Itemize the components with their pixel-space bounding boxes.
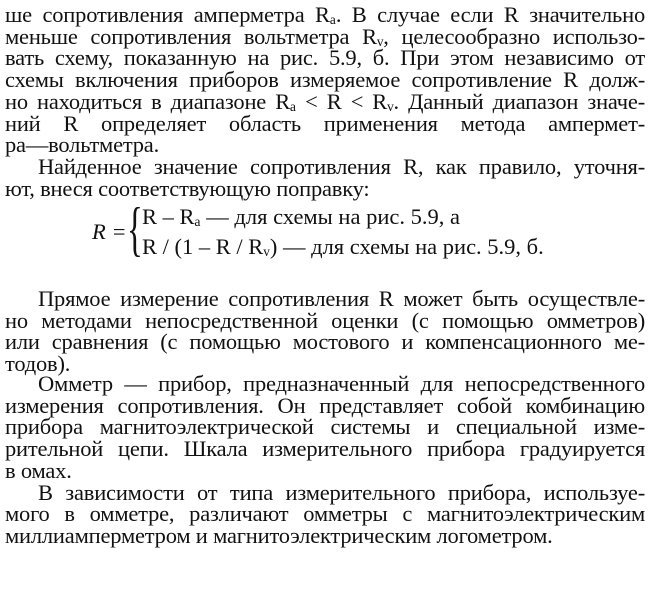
formula-case-b: R / (1 – R / Rᵥ) — для схемы на рис. 5.9, б. [142, 234, 544, 259]
text-line: миллиамперметром и магнитоэлектрическим логометром. [5, 523, 553, 548]
text-line: ют, внеся соответствующую поправку: [5, 176, 370, 201]
formula-lhs: R = [92, 219, 127, 244]
paragraph-first-line: В зависимости от типа измерительного прибора, используе- [38, 480, 645, 505]
text-line: в омах. [5, 458, 72, 483]
text-line: тодов). [5, 351, 71, 376]
text-line: но методами непосредственной оценки (с помощью омметров) [5, 308, 645, 333]
paragraph-first-line: Прямое измерение сопротивления R может быть осуществле- [38, 286, 645, 311]
text-line: рительной цепи. Шкала измерительного прибора градуируется [5, 436, 645, 461]
text-line: мого в омметре, различают омметры с магнитоэлектрическим [5, 501, 645, 526]
text-line: прибора магнитоэлектрической системы и специальной изме- [5, 414, 645, 439]
text-line: измерения сопротивления. Он представляет собой комбинацию [5, 393, 645, 418]
text-line: ний R определяет область применения метода ампермет- [5, 111, 645, 136]
text-line: ра—вольтметра. [5, 132, 160, 157]
correction-formula [92, 196, 612, 262]
text-line: или сравнения (с помощью мостового и компенсационного ме- [5, 329, 645, 354]
text-line: ше сопротивления амперметра Rₐ. В случае если R значительно [5, 2, 645, 27]
formula-brace: { [127, 196, 143, 262]
text-line: схемы включения приборов измеряемое сопротивление R долж- [5, 67, 645, 92]
text-line: но находиться в диапазоне Rₐ < R < Rᵥ. Данный диапазон значе- [5, 89, 645, 114]
text-line: вать схему, показанную на рис. 5.9, б. При этом независимо от [5, 45, 645, 70]
paragraph-first-line: Омметр — прибор, предназначенный для непосредственного [38, 371, 645, 396]
formula-case-a: R – Rₐ — для схемы на рис. 5.9, а [142, 204, 460, 229]
text-line: меньше сопротивления вольтметра Rᵥ, целесообразно использо- [5, 24, 645, 49]
paragraph-first-line: Найденное значение сопротивления R, как правило, уточня- [38, 154, 645, 179]
